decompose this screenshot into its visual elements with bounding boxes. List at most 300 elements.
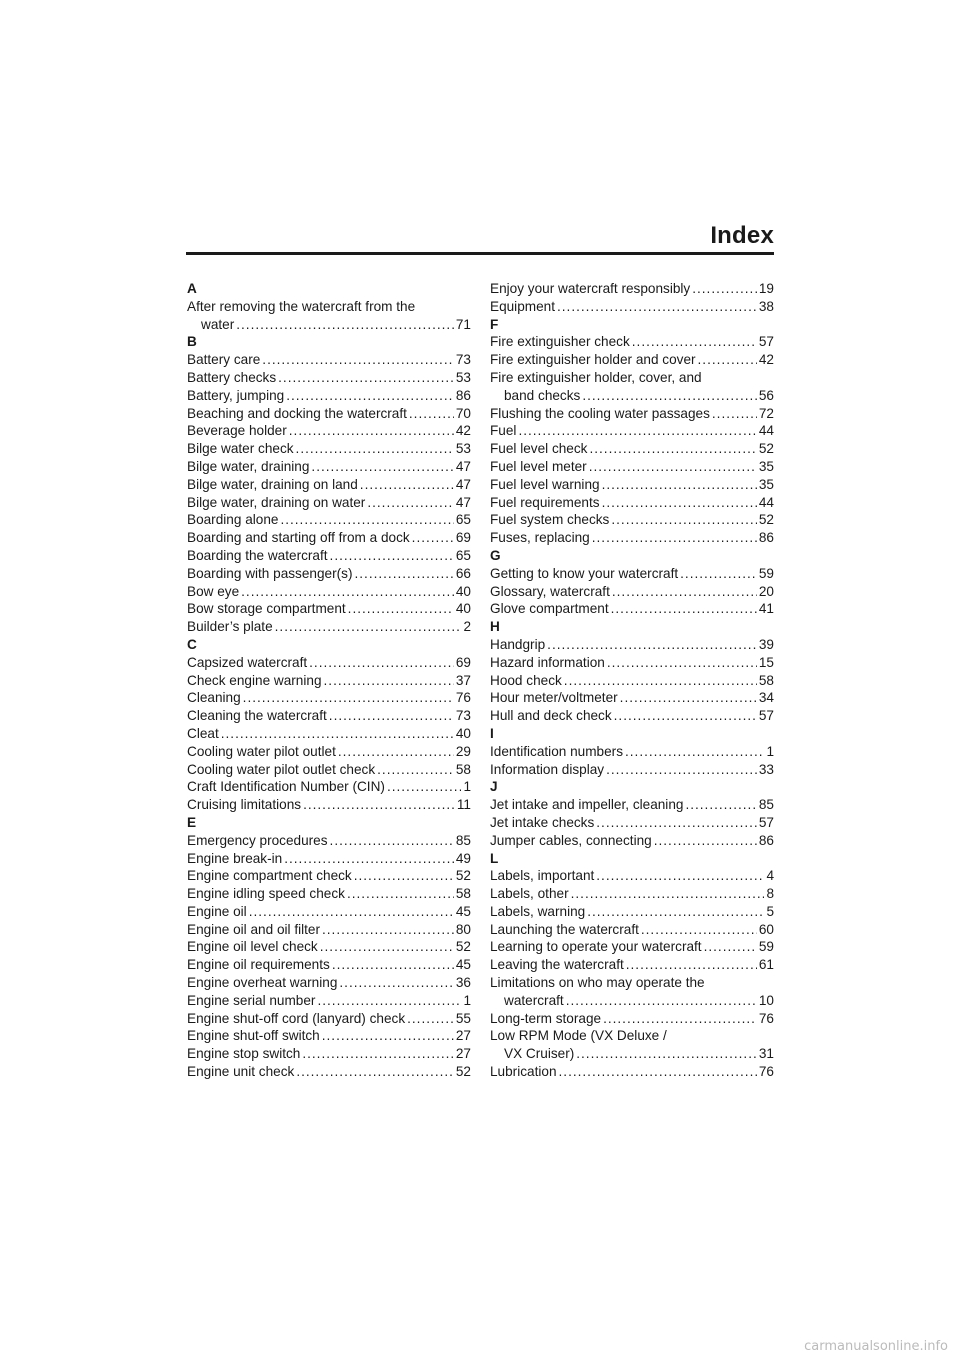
index-entry-first-line bbox=[490, 1027, 774, 1045]
index-entry bbox=[490, 672, 774, 690]
index-entry-line bbox=[187, 761, 471, 779]
page-number: 76 bbox=[758, 1010, 774, 1026]
index-entry bbox=[187, 1063, 471, 1081]
index-entry-line bbox=[187, 867, 471, 885]
dot-leader bbox=[322, 921, 454, 939]
index-entry bbox=[187, 672, 471, 690]
index-entry bbox=[187, 600, 471, 618]
index-entry bbox=[187, 422, 471, 440]
page-number: 11 bbox=[456, 797, 471, 813]
dot-leader bbox=[354, 867, 454, 885]
dot-leader bbox=[303, 796, 455, 814]
index-entry bbox=[187, 458, 471, 476]
section-letter: J bbox=[490, 779, 498, 795]
index-entry-line bbox=[187, 547, 471, 565]
index-entry bbox=[187, 867, 471, 885]
dot-leader bbox=[284, 850, 454, 868]
dot-leader bbox=[347, 885, 454, 903]
page-number: 1 bbox=[766, 743, 774, 759]
page-number: 59 bbox=[758, 939, 774, 955]
index-entry-line bbox=[490, 885, 774, 903]
index-entry bbox=[187, 369, 471, 387]
dot-leader bbox=[367, 494, 454, 512]
section-letter: A bbox=[187, 281, 197, 296]
index-entry-line bbox=[490, 672, 774, 690]
dot-leader bbox=[596, 867, 764, 885]
page-number: 45 bbox=[455, 903, 471, 919]
index-entry bbox=[187, 440, 471, 458]
dot-leader bbox=[278, 369, 454, 387]
index-entry-line bbox=[187, 1045, 471, 1063]
index-entry-line bbox=[490, 440, 774, 458]
index-entry-line bbox=[490, 636, 774, 654]
page-number: 35 bbox=[758, 458, 774, 474]
page-number: 36 bbox=[455, 975, 471, 991]
index-topic: Boarding alone bbox=[187, 512, 279, 528]
index-entry bbox=[490, 458, 774, 476]
index-entry-line bbox=[187, 850, 471, 868]
index-entry-line bbox=[187, 369, 471, 387]
index-entry bbox=[490, 494, 774, 512]
dot-leader bbox=[302, 1045, 454, 1063]
index-entry bbox=[490, 814, 774, 832]
page-number: 55 bbox=[455, 1010, 471, 1026]
index-entry-line bbox=[187, 1063, 471, 1081]
index-entry-line bbox=[187, 387, 471, 405]
index-entry bbox=[187, 850, 471, 868]
page-number: 58 bbox=[455, 886, 471, 902]
dot-leader bbox=[547, 636, 757, 654]
dot-leader bbox=[317, 992, 461, 1010]
index-topic: Fuses, replacing bbox=[490, 530, 590, 546]
index-topic: Bilge water, draining bbox=[187, 458, 310, 474]
index-entry bbox=[490, 422, 774, 440]
index-entry-line bbox=[187, 885, 471, 903]
index-entry-line bbox=[490, 387, 774, 405]
index-entry bbox=[187, 511, 471, 529]
index-topic: Limitations on who may operate the bbox=[490, 975, 705, 991]
index-entry bbox=[187, 903, 471, 921]
index-entry bbox=[187, 476, 471, 494]
index-entry bbox=[490, 369, 774, 405]
index-topic: Hour meter/voltmeter bbox=[490, 690, 618, 706]
dot-leader bbox=[566, 992, 757, 1010]
dot-leader bbox=[409, 405, 454, 423]
index-entry bbox=[187, 992, 471, 1010]
index-topic: band checks bbox=[504, 387, 581, 403]
index-entry-line bbox=[490, 333, 774, 351]
index-entry bbox=[187, 618, 471, 636]
page-number: 20 bbox=[758, 583, 774, 599]
index-entry bbox=[187, 494, 471, 512]
index-entry-line bbox=[490, 689, 774, 707]
page-number: 41 bbox=[758, 601, 774, 617]
dot-leader bbox=[324, 672, 454, 690]
index-entry-line bbox=[490, 992, 774, 1010]
dot-leader bbox=[602, 494, 757, 512]
index-entry-line bbox=[187, 672, 471, 690]
index-column-right bbox=[490, 280, 774, 1081]
page-number: 8 bbox=[766, 886, 774, 902]
dot-leader bbox=[611, 600, 757, 618]
page-number: 27 bbox=[455, 1028, 471, 1044]
dot-leader bbox=[625, 743, 764, 761]
index-entry-line bbox=[490, 814, 774, 832]
index-entry-line bbox=[187, 405, 471, 423]
page-number: 42 bbox=[455, 423, 471, 439]
page-number: 69 bbox=[455, 654, 471, 670]
dot-leader bbox=[698, 351, 757, 369]
dot-leader bbox=[518, 422, 756, 440]
index-entry bbox=[490, 351, 774, 369]
dot-leader bbox=[339, 974, 453, 992]
dot-leader bbox=[571, 885, 765, 903]
index-entry bbox=[187, 351, 471, 369]
index-topic: Boarding with passenger(s) bbox=[187, 565, 353, 581]
index-topic: Handgrip bbox=[490, 636, 546, 652]
index-entry bbox=[187, 529, 471, 547]
dot-leader bbox=[685, 796, 756, 814]
dot-leader bbox=[632, 333, 757, 351]
dot-leader bbox=[654, 832, 757, 850]
dot-leader bbox=[557, 298, 757, 316]
index-entry bbox=[187, 405, 471, 423]
page-number: 86 bbox=[455, 387, 471, 403]
index-entry bbox=[187, 796, 471, 814]
dot-leader bbox=[712, 405, 757, 423]
index-entry-line bbox=[490, 458, 774, 476]
index-topic: Engine idling speed check bbox=[187, 886, 345, 902]
index-topic: Fuel bbox=[490, 423, 517, 439]
index-entry bbox=[187, 1027, 471, 1045]
index-entry bbox=[490, 903, 774, 921]
section-letter: H bbox=[490, 619, 500, 635]
index-entry bbox=[490, 974, 774, 1010]
index-topic: Battery care bbox=[187, 352, 261, 368]
dot-leader bbox=[354, 565, 453, 583]
index-entry bbox=[187, 743, 471, 761]
page-number: 5 bbox=[766, 903, 774, 919]
index-topic: Jet intake checks bbox=[490, 814, 595, 830]
index-topic: watercraft bbox=[504, 992, 564, 1008]
page-number: 29 bbox=[455, 743, 471, 759]
index-entry-line bbox=[490, 494, 774, 512]
dot-leader bbox=[589, 458, 757, 476]
dot-leader bbox=[236, 316, 454, 334]
index-entry-line bbox=[187, 903, 471, 921]
index-topic: Engine oil and oil filter bbox=[187, 921, 320, 937]
page-number: 38 bbox=[758, 298, 774, 314]
dot-leader bbox=[296, 440, 454, 458]
page-number: 73 bbox=[455, 708, 471, 724]
index-entry-line bbox=[187, 422, 471, 440]
index-topic: Craft Identification Number (CIN) bbox=[187, 779, 385, 795]
index-topic: Engine shut-off cord (lanyard) check bbox=[187, 1010, 406, 1026]
page-number: 45 bbox=[455, 957, 471, 973]
index-topic: Fuel level warning bbox=[490, 476, 600, 492]
title-rule bbox=[186, 252, 774, 255]
page-number: 69 bbox=[455, 530, 471, 546]
index-entry bbox=[187, 974, 471, 992]
section-letter: C bbox=[187, 636, 197, 652]
index-entry-line bbox=[187, 938, 471, 956]
page-number: 40 bbox=[455, 725, 471, 741]
dot-leader bbox=[607, 654, 757, 672]
page-number: 31 bbox=[758, 1046, 774, 1062]
page-number: 52 bbox=[455, 868, 471, 884]
index-topic: Fuel system checks bbox=[490, 512, 610, 528]
index-topic: Boarding the watercraft bbox=[187, 547, 328, 563]
index-entry bbox=[187, 298, 471, 334]
index-entry bbox=[490, 333, 774, 351]
index-entry-line bbox=[187, 440, 471, 458]
index-entry bbox=[490, 298, 774, 316]
page-number: 53 bbox=[455, 369, 471, 385]
page-number: 44 bbox=[758, 494, 774, 510]
section-letter: F bbox=[490, 316, 499, 332]
index-topic: Beverage holder bbox=[187, 423, 287, 439]
index-entry bbox=[490, 956, 774, 974]
index-entry bbox=[490, 511, 774, 529]
index-entry-line bbox=[490, 529, 774, 547]
index-topic: Fuel level meter bbox=[490, 458, 587, 474]
section-letter: E bbox=[187, 814, 197, 830]
index-entry bbox=[187, 761, 471, 779]
page-number: 42 bbox=[758, 352, 774, 368]
dot-leader bbox=[329, 707, 454, 725]
dot-leader bbox=[377, 761, 454, 779]
dot-leader bbox=[280, 511, 453, 529]
index-entry bbox=[187, 921, 471, 939]
index-entry-line bbox=[187, 476, 471, 494]
index-entry bbox=[490, 529, 774, 547]
index-topic: Lubrication bbox=[490, 1064, 557, 1080]
page-number: 4 bbox=[766, 868, 774, 884]
index-entry-first-line bbox=[187, 298, 471, 316]
index-entry-line bbox=[187, 689, 471, 707]
index-entry-line bbox=[490, 796, 774, 814]
index-topic: Bilge water, draining on water bbox=[187, 494, 366, 510]
page-number: 65 bbox=[455, 512, 471, 528]
section-letter: I bbox=[490, 725, 494, 741]
index-entry-line bbox=[490, 903, 774, 921]
index-entry bbox=[490, 921, 774, 939]
index-topic: Cruising limitations bbox=[187, 797, 302, 813]
page-number: 15 bbox=[758, 654, 774, 670]
index-entry bbox=[187, 707, 471, 725]
page-number: 49 bbox=[455, 850, 471, 866]
dot-leader bbox=[614, 707, 757, 725]
page-number: 2 bbox=[463, 619, 471, 635]
index-topic: Jet intake and impeller, cleaning bbox=[490, 797, 684, 813]
page-number: 58 bbox=[758, 672, 774, 688]
index-entry bbox=[187, 885, 471, 903]
index-entry-line bbox=[187, 654, 471, 672]
page-number: 70 bbox=[455, 405, 471, 421]
page-number: 65 bbox=[455, 547, 471, 563]
index-entry bbox=[490, 743, 774, 761]
dot-leader bbox=[360, 476, 454, 494]
index-topic: Boarding and starting off from a dock bbox=[187, 530, 410, 546]
index-entry-line bbox=[490, 422, 774, 440]
index-entry-first-line bbox=[490, 369, 774, 387]
index-entry-line bbox=[187, 565, 471, 583]
index-topic: Cooling water pilot outlet check bbox=[187, 761, 376, 777]
index-entry-line bbox=[187, 1027, 471, 1045]
dot-leader bbox=[221, 725, 454, 743]
index-topic: Cleaning the watercraft bbox=[187, 708, 327, 724]
index-entry-line bbox=[187, 316, 471, 334]
index-entry bbox=[490, 440, 774, 458]
page-number: 10 bbox=[758, 992, 774, 1008]
page-number: 44 bbox=[758, 423, 774, 439]
index-entry-line bbox=[490, 867, 774, 885]
page-number: 56 bbox=[758, 387, 774, 403]
dot-leader bbox=[611, 511, 757, 529]
page-number: 37 bbox=[455, 672, 471, 688]
index-topic: Learning to operate your watercraft bbox=[490, 939, 702, 955]
index-entry-line bbox=[187, 600, 471, 618]
page-number: 39 bbox=[758, 636, 774, 652]
dot-leader bbox=[262, 351, 454, 369]
index-entry bbox=[490, 761, 774, 779]
page-number: 61 bbox=[758, 957, 774, 973]
index-entry-line bbox=[490, 743, 774, 761]
index-entry bbox=[490, 885, 774, 903]
index-topic: Engine unit check bbox=[187, 1064, 295, 1080]
index-entry bbox=[187, 725, 471, 743]
index-entry-line bbox=[187, 743, 471, 761]
index-topic: Engine break-in bbox=[187, 850, 283, 866]
dot-leader bbox=[243, 689, 454, 707]
page-number: 73 bbox=[455, 352, 471, 368]
dot-leader bbox=[704, 938, 757, 956]
index-topic: Jumper cables, connecting bbox=[490, 832, 652, 848]
index-entry bbox=[490, 280, 774, 298]
index-entry-line bbox=[187, 992, 471, 1010]
dot-leader bbox=[564, 672, 757, 690]
dot-leader bbox=[330, 832, 454, 850]
section-letter: G bbox=[490, 547, 501, 563]
index-entry-line bbox=[187, 707, 471, 725]
index-entry-line bbox=[490, 600, 774, 618]
page-number: 27 bbox=[455, 1046, 471, 1062]
index-entry bbox=[490, 565, 774, 583]
page-number: 34 bbox=[758, 690, 774, 706]
index-topic: Engine stop switch bbox=[187, 1046, 301, 1062]
index-entry bbox=[187, 387, 471, 405]
index-topic: Emergency procedures bbox=[187, 832, 328, 848]
index-entry-line bbox=[187, 583, 471, 601]
page-number: 72 bbox=[758, 405, 774, 421]
index-topic: Cleaning bbox=[187, 690, 241, 706]
dot-leader bbox=[322, 1027, 454, 1045]
index-entry-line bbox=[490, 707, 774, 725]
index-entry bbox=[490, 938, 774, 956]
index-entry bbox=[490, 796, 774, 814]
dot-leader bbox=[407, 1010, 454, 1028]
index-entry-line bbox=[490, 921, 774, 939]
index-entry-line bbox=[187, 351, 471, 369]
page-number: 60 bbox=[758, 921, 774, 937]
index-entry bbox=[490, 1027, 774, 1063]
index-topic: Engine shut-off switch bbox=[187, 1028, 320, 1044]
dot-leader bbox=[589, 440, 756, 458]
page-number: 35 bbox=[758, 476, 774, 492]
index-entry bbox=[187, 938, 471, 956]
index-entry bbox=[490, 689, 774, 707]
index-entry-line bbox=[490, 1045, 774, 1063]
index-entry bbox=[490, 405, 774, 423]
index-entry-line bbox=[490, 1063, 774, 1081]
index-topic: Fuel requirements bbox=[490, 494, 600, 510]
page-number: 53 bbox=[455, 441, 471, 457]
page-number: 59 bbox=[758, 565, 774, 581]
dot-leader bbox=[387, 778, 462, 796]
index-topic: Glove compartment bbox=[490, 601, 609, 617]
index-entry-line bbox=[490, 654, 774, 672]
index-topic: Bilge water, draining on land bbox=[187, 476, 358, 492]
page-number: 85 bbox=[455, 832, 471, 848]
index-topic: Fire extinguisher holder, cover, and bbox=[490, 369, 702, 385]
page-number: 57 bbox=[758, 334, 774, 350]
page-number: 76 bbox=[758, 1064, 774, 1080]
index-topic: Labels, other bbox=[490, 886, 569, 902]
index-entry-line bbox=[187, 618, 471, 636]
index-topic: Hull and deck check bbox=[490, 708, 612, 724]
page-number: 47 bbox=[455, 476, 471, 492]
index-entry bbox=[490, 832, 774, 850]
dot-leader bbox=[309, 654, 454, 672]
index-entry-line bbox=[490, 565, 774, 583]
dot-leader bbox=[620, 689, 757, 707]
page-number: 86 bbox=[758, 832, 774, 848]
page-number: 52 bbox=[758, 441, 774, 457]
page-number: 76 bbox=[455, 690, 471, 706]
index-topic: Glossary, watercraft bbox=[490, 583, 610, 599]
index-entry-line bbox=[490, 956, 774, 974]
page-number: 71 bbox=[455, 316, 471, 332]
index-entry-line bbox=[490, 511, 774, 529]
index-topic: Equipment bbox=[490, 298, 555, 314]
page-number: 58 bbox=[455, 761, 471, 777]
index-entry bbox=[490, 867, 774, 885]
index-topic: Bilge water check bbox=[187, 441, 294, 457]
index-entry-line bbox=[187, 529, 471, 547]
index-entry-line bbox=[187, 956, 471, 974]
page-number: 66 bbox=[455, 565, 471, 581]
index-entry bbox=[490, 707, 774, 725]
index-entry-line bbox=[187, 511, 471, 529]
index-entry-line bbox=[490, 832, 774, 850]
index-topic: Getting to know your watercraft bbox=[490, 565, 679, 581]
index-topic: Labels, warning bbox=[490, 903, 586, 919]
index-topic: water bbox=[201, 316, 235, 332]
watermark-url[interactable]: carmanualsonline.info bbox=[804, 1339, 948, 1354]
index-topic: Fuel level check bbox=[490, 441, 588, 457]
page-number: 40 bbox=[455, 583, 471, 599]
dot-leader bbox=[311, 458, 453, 476]
index-topic: Beaching and docking the watercraft bbox=[187, 405, 407, 421]
dot-leader bbox=[596, 814, 757, 832]
index-topic: Cooling water pilot outlet bbox=[187, 743, 336, 759]
dot-leader bbox=[680, 565, 757, 583]
section-letter: B bbox=[187, 334, 197, 350]
index-entry bbox=[187, 547, 471, 565]
index-topic: Engine oil level check bbox=[187, 939, 318, 955]
dot-leader bbox=[332, 956, 454, 974]
index-entry-line bbox=[490, 476, 774, 494]
